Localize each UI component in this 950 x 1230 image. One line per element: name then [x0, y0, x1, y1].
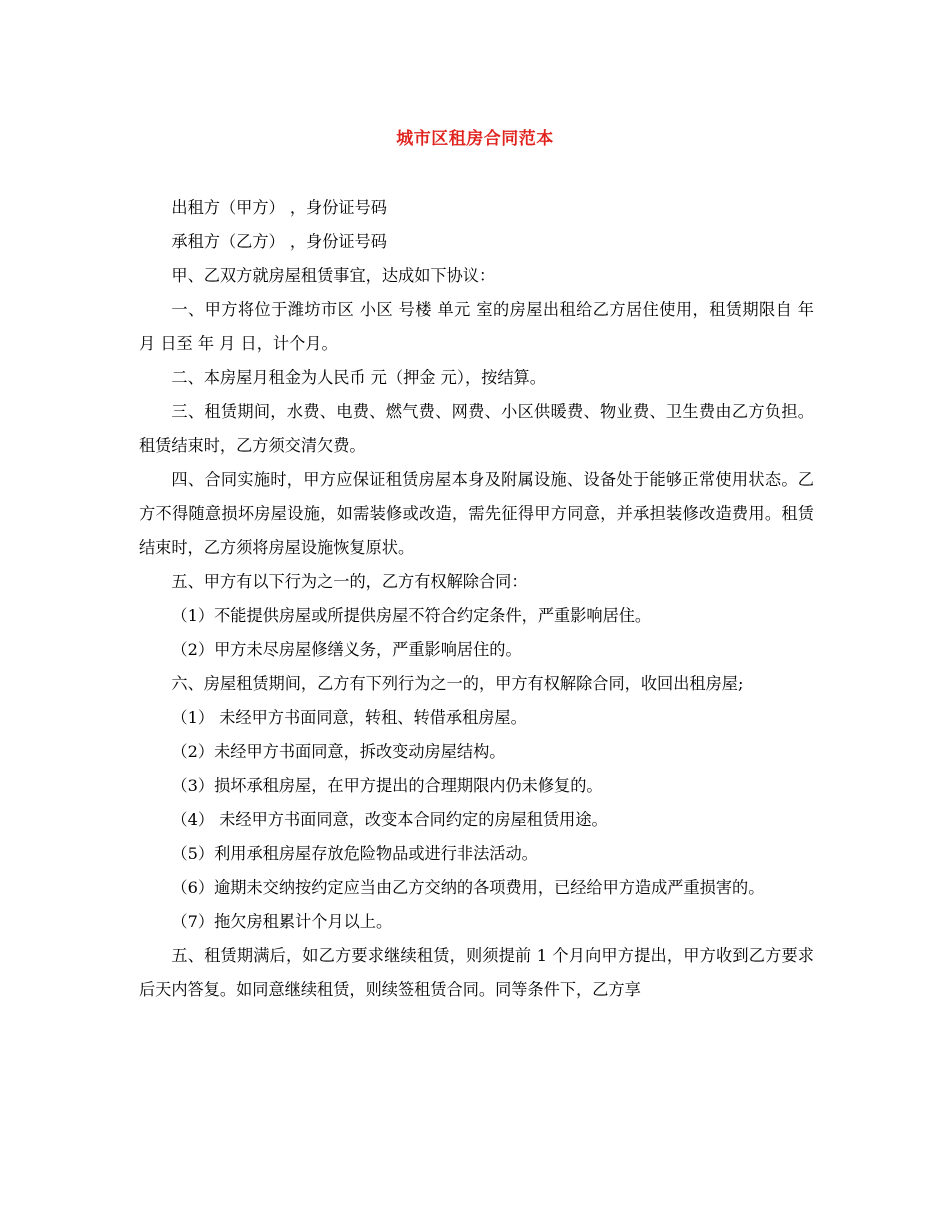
- clause-6: 六、房屋租赁期间，乙方有下列行为之一的，甲方有权解除合同，收回出租房屋;: [171, 674, 744, 693]
- clause-2: 二、本房屋月租金为人民币 元（押金 元），按结算。: [171, 368, 546, 387]
- agreement-intro: 甲、乙双方就房屋租赁事宜，达成如下协议：: [171, 266, 496, 285]
- clause-renewal: 五、租赁期满后，如乙方要求继续租赁，则须提前 1 个月向甲方提出，甲方收到乙方要求后天内答复。如同意继续租赁，则续签租赁合同。同等条件下，乙方享: [139, 946, 814, 999]
- clause-3: 三、租赁期间，水费、电费、燃气费、网费、小区供暖费、物业费、卫生费由乙方负担。租赁结束时，乙方须交清欠费。: [139, 402, 814, 455]
- clause-6-item-3: （3）损坏承租房屋，在甲方提出的合理期限内仍未修复的。: [171, 776, 603, 795]
- document-body: [139, 191, 814, 1007]
- party-a-line: 出租方（甲方） ，身份证号码: [171, 198, 387, 217]
- clause-5: 五、甲方有以下行为之一的，乙方有权解除合同：: [171, 572, 528, 591]
- party-b-line: 承租方（乙方） ，身份证号码: [171, 232, 387, 251]
- clause-6-item-4: （4） 未经甲方书面同意，改变本合同约定的房屋租赁用途。: [171, 810, 608, 829]
- clause-4: 四、合同实施时，甲方应保证租赁房屋本身及附属设施、设备处于能够正常使用状态。乙方不得随意损坏房屋设施，如需装修或改造，需先征得甲方同意，并承担装修改造费用。租赁结束时，乙方须将房屋设施恢复原状。: [139, 470, 814, 557]
- clause-5-item-2: （2）甲方未尽房屋修缮义务，严重影响居住的。: [171, 640, 522, 659]
- clause-1: 一、甲方将位于潍坊市区 小区 号楼 单元 室的房屋出租给乙方居住使用，租赁期限自 年 月 日至 年 月 日，计个月。: [139, 300, 814, 353]
- clause-6-item-7: （7）拖欠房租累计个月以上。: [171, 912, 393, 931]
- clause-6-item-5: （5）利用承租房屋存放危险物品或进行非法活动。: [171, 844, 538, 863]
- document-title: 城市区租房合同范本: [396, 129, 554, 149]
- clause-5-item-1: （1）不能提供房屋或所提供房屋不符合约定条件，严重影响居住。: [171, 606, 652, 625]
- clause-6-item-2: （2）未经甲方书面同意，拆改变动房屋结构。: [171, 742, 506, 761]
- clause-6-item-6: （6）逾期未交纳按约定应当由乙方交纳的各项费用，已经给甲方造成严重损害的。: [171, 878, 765, 897]
- clause-6-item-1: （1） 未经甲方书面同意，转租、转借承租房屋。: [171, 708, 527, 727]
